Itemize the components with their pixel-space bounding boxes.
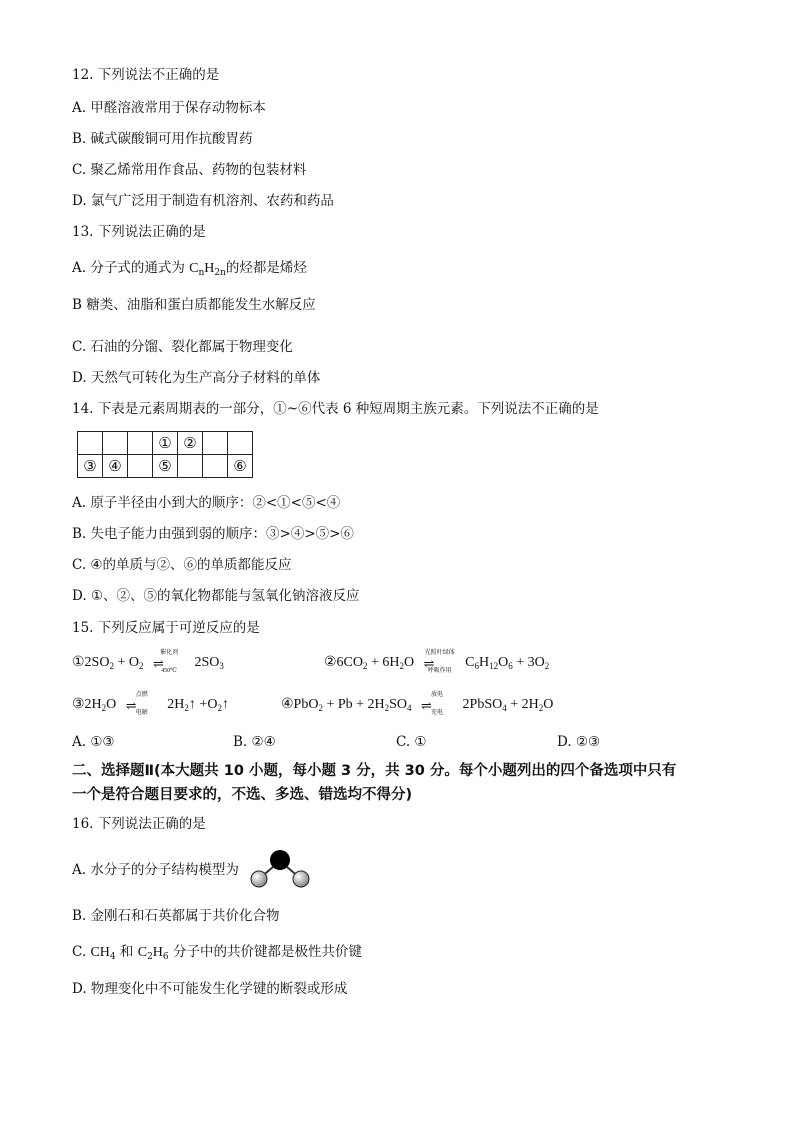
sub: 2 <box>363 661 368 672</box>
q14-stem: 14. 下表是元素周期表的一部分，①~⑥代表 6 种短周期主族元素。下列说法不正确的是 <box>72 401 599 417</box>
arrow-glyph: ⇌ <box>125 698 137 713</box>
sub: 2 <box>217 703 222 714</box>
sub-n: n <box>198 268 205 278</box>
q13-option-b: B 糖类、油脂和蛋白质都能发生水解反应 <box>72 297 316 313</box>
arrow-condition-top: 光照叶绿体 <box>424 650 455 656</box>
pt-cell <box>103 432 128 455</box>
arrow-condition-top: 催化剂 <box>159 650 178 656</box>
arrow-condition-bottom: 450℃ <box>161 668 177 674</box>
arrow-condition-bottom: 电解 <box>135 710 148 716</box>
q12-option-d: D. 氯气广泛用于制造有机溶剂、农药和药品 <box>72 193 334 209</box>
sub: 2 <box>318 703 323 714</box>
r2-o: O <box>404 655 415 671</box>
pt-cell: ④ <box>103 455 128 478</box>
q13-a-post: 的烃都是烯烃 <box>225 260 307 276</box>
reversible-arrow <box>420 652 460 674</box>
arrow-condition-top: 放电 <box>431 692 444 698</box>
q12-option-a: A. 甲醛溶液常用于保存动物标本 <box>72 100 266 116</box>
periodic-row-1 <box>78 432 253 455</box>
sub: 2 <box>538 703 544 714</box>
q12-stem: 12. 下列说法不正确的是 <box>72 67 220 83</box>
arrow-condition-bottom: 呼吸作用 <box>427 668 452 674</box>
q12-option-c: C. 聚乙烯常用作食品、药物的包装材料 <box>72 162 307 178</box>
sub: 2 <box>101 703 107 714</box>
q14-option-c: C. ④的单质与②、⑥的单质都能反应 <box>72 557 292 573</box>
formula-c: C <box>137 945 148 960</box>
q15-option-c: C. ① <box>396 734 427 750</box>
sub: 2 <box>109 661 114 672</box>
q16-option-d: D. 物理变化中不可能发生化学键的断裂或形成 <box>72 981 348 997</box>
r3-o: O <box>106 697 117 713</box>
q15-option-a: A. ①③ <box>72 734 115 750</box>
q15-stem: 15. 下列反应属于可逆反应的是 <box>72 620 260 636</box>
q13-stem: 13. 下列说法正确的是 <box>72 224 206 240</box>
arrow-condition-bottom: 充电 <box>431 710 444 716</box>
q16-c-post: 分子中的共价键都是极性共价键 <box>168 944 362 960</box>
sub: 4 <box>407 703 412 714</box>
q16-stem: 16. 下列说法正确的是 <box>72 816 206 832</box>
formula-c: C <box>189 261 199 276</box>
sub: 6 <box>162 952 169 962</box>
sub: 4 <box>109 952 116 962</box>
r2-o2: O <box>498 655 509 671</box>
reaction-3 <box>72 694 229 716</box>
r4-end: + 2H <box>506 697 539 713</box>
arrow-glyph: ⇌ <box>423 656 435 671</box>
r2-mid: + 6H <box>367 655 400 671</box>
reaction-2 <box>324 652 549 674</box>
water-molecule-model-icon <box>248 849 312 891</box>
section-2-heading-line1: 二、选择题Ⅱ(本大题共 10 小题，每小题 3 分，共 30 分。每个小题列出的四个备选项中只有 <box>72 763 677 779</box>
sub: 2 <box>138 661 144 672</box>
sub: 3 <box>219 661 224 672</box>
r2-right: C <box>465 655 475 671</box>
q16-c-label: C. <box>72 944 91 960</box>
reversible-arrow <box>149 652 189 674</box>
reaction-4 <box>281 694 553 716</box>
formula-ch: CH <box>90 945 110 960</box>
pt-cell <box>128 432 153 455</box>
pt-cell: ① <box>153 432 178 455</box>
r1-left: ①2SO <box>72 655 110 671</box>
r1-right: 2SO <box>194 655 220 671</box>
sub: 6 <box>474 661 479 672</box>
sub: 2 <box>399 661 405 672</box>
r3-left: ③2H <box>72 697 102 713</box>
q16-c-and: 和 <box>115 944 138 960</box>
sub: 4 <box>502 703 507 714</box>
pt-cell: ⑥ <box>228 455 253 478</box>
reaction-1 <box>72 652 224 674</box>
q15-option-d: D. ②③ <box>557 734 601 750</box>
arrow-glyph: ⇌ <box>421 698 432 713</box>
r2-h: H <box>478 655 490 671</box>
arrow-condition-top: 点燃 <box>135 692 148 698</box>
reversible-arrow <box>417 694 457 716</box>
pt-cell <box>203 432 228 455</box>
pt-cell: ③ <box>78 455 103 478</box>
sub: 6 <box>508 661 513 672</box>
pt-cell: ⑤ <box>153 455 178 478</box>
periodic-row-2 <box>78 455 253 478</box>
r4-right: 2PbSO <box>462 697 503 713</box>
gas-arrow: ↑ <box>221 697 229 713</box>
pt-cell <box>178 455 203 478</box>
q16-option-b: B. 金刚石和石英都属于共价化合物 <box>72 908 280 924</box>
r4-o: O <box>543 697 554 713</box>
formula-h: H <box>204 261 215 276</box>
pt-cell <box>78 432 103 455</box>
r4-so: SO <box>389 697 408 713</box>
q16-option-a: A. 水分子的分子结构模型为 <box>72 862 239 878</box>
q13-option-d: D. 天然气可转化为生产高分子材料的单体 <box>72 370 321 386</box>
r2-left: ②6CO <box>324 655 363 671</box>
sub: 12 <box>489 661 499 672</box>
q13-option-a <box>72 259 307 278</box>
q13-a-text: A. 分子式的通式为 <box>72 260 190 276</box>
q13-option-c: C. 石油的分馏、裂化都属于物理变化 <box>72 339 293 355</box>
section-2-heading-line2: 一个是符合题目要求的，不选、多选、错选均不得分) <box>72 787 413 803</box>
arrow-glyph: ⇌ <box>152 656 164 671</box>
r4-left: ④PbO <box>281 697 319 713</box>
r3-end: ↑ +O <box>188 697 218 713</box>
periodic-table-fragment <box>77 431 253 478</box>
sub: 2 <box>147 952 153 962</box>
q14-option-b: B. 失电子能力由强到弱的顺序：③>④>⑤>⑥ <box>72 526 354 542</box>
pt-cell <box>228 432 253 455</box>
reversible-arrow <box>122 694 162 716</box>
pt-cell <box>203 455 228 478</box>
sub: 2 <box>184 703 189 714</box>
sub: 2 <box>544 661 550 672</box>
pt-cell: ② <box>178 432 203 455</box>
q14-option-a: A. 原子半径由小到大的顺序：②<①<⑤<④ <box>72 495 341 511</box>
r3-right: 2H <box>167 697 185 713</box>
q14-option-d: D. ①、②、⑤的氧化物都能与氢氧化钠溶液反应 <box>72 588 360 604</box>
q15-option-b: B. ②④ <box>233 734 276 750</box>
sub-2n: 2n <box>214 268 226 278</box>
formula-h: H <box>152 945 163 960</box>
q12-option-b: B. 碱式碳酸铜可用作抗酸胃药 <box>72 131 253 147</box>
r4-mid: + Pb + 2H <box>322 697 385 713</box>
q16-option-c <box>72 943 362 962</box>
sub: 2 <box>384 703 390 714</box>
r2-end: + 3O <box>512 655 545 671</box>
r1-mid: + O <box>113 655 139 671</box>
pt-cell <box>128 455 153 478</box>
